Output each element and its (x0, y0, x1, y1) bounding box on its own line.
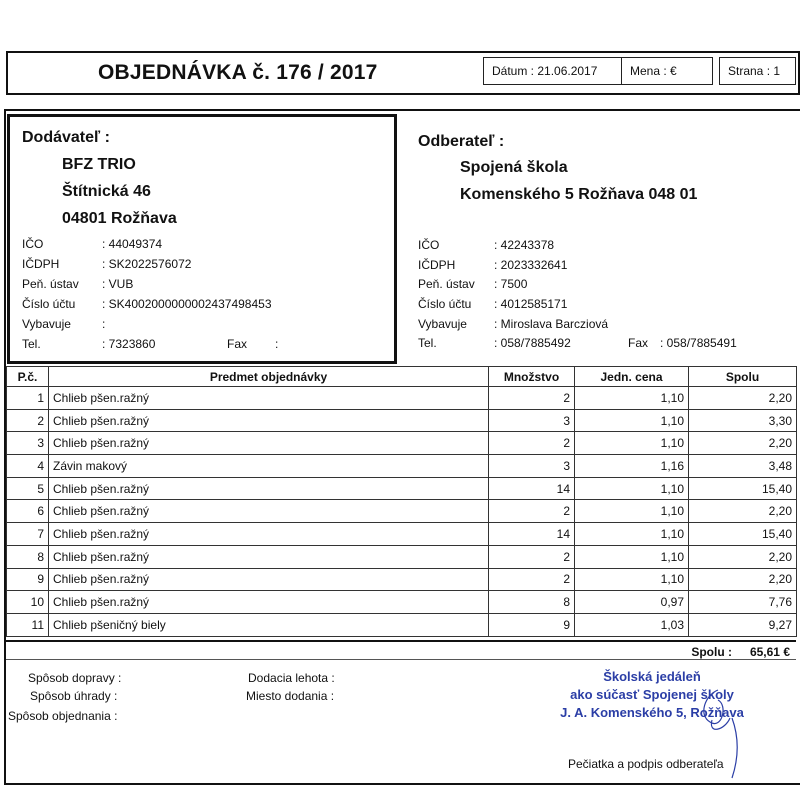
currency: Mena : € (621, 57, 713, 85)
row-item: Chlieb pšen.ražný (49, 387, 489, 410)
supplier-tel-label: Tel. (22, 337, 41, 351)
order-date: Dátum : 21.06.2017 (483, 57, 622, 85)
row-total: 15,40 (689, 477, 797, 500)
row-total: 2,20 (689, 545, 797, 568)
supplier-bank-value: : VUB (102, 277, 134, 291)
table-row (7, 545, 797, 568)
row-qty: 14 (489, 523, 575, 546)
customer-ico-label: IČO (418, 238, 440, 252)
col-header-no: P.č. (7, 367, 49, 387)
row-qty: 3 (489, 455, 575, 478)
order-items-table (6, 366, 797, 637)
supplier-handler-value: : (102, 317, 106, 331)
row-price: 1,16 (575, 455, 689, 478)
signature-label: Pečiatka a podpis odberateľa (568, 757, 724, 771)
row-total: 2,20 (689, 387, 797, 410)
customer-bank-value: : 7500 (494, 277, 528, 291)
supplier-city: 04801 Rožňava (62, 210, 177, 227)
customer-heading: Odberateľ : (418, 133, 505, 150)
row-no: 9 (7, 568, 49, 591)
row-item: Chlieb pšen.ražný (49, 523, 489, 546)
sum-row (6, 640, 796, 660)
supplier-account-value: : SK4002000000002437498453 (102, 297, 272, 311)
transport-method-label: Spôsob dopravy : (28, 671, 122, 685)
table-row (7, 591, 797, 614)
supplier-street: Štítnická 46 (62, 183, 151, 200)
customer-fax-label: Fax (628, 336, 649, 350)
customer-bank-label: Peň. ústav (418, 277, 475, 291)
row-no: 6 (7, 500, 49, 523)
row-price: 1,03 (575, 613, 689, 636)
row-price: 1,10 (575, 568, 689, 591)
row-total: 2,20 (689, 432, 797, 455)
table-row (7, 613, 797, 636)
table-header-row (7, 367, 797, 387)
supplier-bank-label: Peň. ústav (22, 277, 79, 291)
row-qty: 2 (489, 500, 575, 523)
supplier-handler-label: Vybavuje (22, 317, 71, 331)
row-total: 7,76 (689, 591, 797, 614)
row-no: 7 (7, 523, 49, 546)
supplier-icdph-label: IČDPH (22, 257, 60, 271)
supplier-name: BFZ TRIO (62, 156, 136, 173)
row-item: Chlieb pšen.ražný (49, 591, 489, 614)
row-total: 2,20 (689, 500, 797, 523)
customer-handler-label: Vybavuje (418, 317, 467, 331)
row-item: Chlieb pšen.ražný (49, 500, 489, 523)
customer-handler-value: : Miroslava Barcziová (494, 317, 609, 331)
row-no: 1 (7, 387, 49, 410)
table-row (7, 432, 797, 455)
supplier-icdph-value: : SK2022576072 (102, 257, 192, 271)
supplier-ico-value: : 44049374 (102, 237, 163, 251)
row-item: Chlieb pšen.ražný (49, 545, 489, 568)
row-qty: 3 (489, 409, 575, 432)
table-row (7, 500, 797, 523)
row-no: 10 (7, 591, 49, 614)
supplier-heading: Dodávateľ : (22, 129, 110, 146)
row-price: 1,10 (575, 477, 689, 500)
row-qty: 8 (489, 591, 575, 614)
row-price: 1,10 (575, 432, 689, 455)
row-total: 9,27 (689, 613, 797, 636)
customer-account-value: : 4012585171 (494, 297, 568, 311)
customer-fax-value: : 058/7885491 (660, 336, 737, 350)
row-qty: 14 (489, 477, 575, 500)
supplier-account-label: Číslo účtu (22, 297, 76, 311)
row-no: 3 (7, 432, 49, 455)
row-price: 0,97 (575, 591, 689, 614)
row-qty: 2 (489, 432, 575, 455)
customer-account-label: Číslo účtu (418, 297, 472, 311)
table-row (7, 477, 797, 500)
supplier-tel-value: : 7323860 (102, 337, 156, 351)
row-no: 5 (7, 477, 49, 500)
row-no: 2 (7, 409, 49, 432)
table-row (7, 455, 797, 478)
supplier-fax-label: Fax (227, 337, 248, 351)
table-row (7, 523, 797, 546)
row-item: Chlieb pšen.ražný (49, 477, 489, 500)
row-price: 1,10 (575, 387, 689, 410)
row-total: 2,20 (689, 568, 797, 591)
row-price: 1,10 (575, 545, 689, 568)
row-item: Chlieb pšen.ražný (49, 432, 489, 455)
col-header-qty: Množstvo (489, 367, 575, 387)
row-total: 3,48 (689, 455, 797, 478)
row-price: 1,10 (575, 523, 689, 546)
document-header (6, 51, 800, 95)
row-qty: 2 (489, 568, 575, 591)
stamp-line-3: J. A. Komenského 5, Rožňava (560, 705, 744, 720)
row-item: Chlieb pšen.ražný (49, 568, 489, 591)
sum-label: Spolu : (691, 645, 732, 659)
row-total: 3,30 (689, 409, 797, 432)
row-price: 1,10 (575, 500, 689, 523)
table-row (7, 409, 797, 432)
row-total: 15,40 (689, 523, 797, 546)
page-number: Strana : 1 (719, 57, 796, 85)
stamp-line-2: ako súčasť Spojenej školy (570, 687, 734, 702)
row-item: Chlieb pšeničný biely (49, 613, 489, 636)
row-qty: 2 (489, 387, 575, 410)
customer-address: Komenského 5 Rožňava 048 01 (460, 186, 698, 203)
table-row (7, 387, 797, 410)
supplier-fax-value: : (275, 337, 279, 351)
row-no: 11 (7, 613, 49, 636)
payment-method-label: Spôsob úhrady : (30, 689, 118, 703)
row-qty: 9 (489, 613, 575, 636)
row-item: Závin makový (49, 455, 489, 478)
delivery-place-label: Miesto dodania : (246, 689, 335, 703)
supplier-ico-label: IČO (22, 237, 44, 251)
row-item: Chlieb pšen.ražný (49, 409, 489, 432)
ordering-method-label: Spôsob objednania : (8, 709, 118, 723)
customer-name: Spojená škola (460, 159, 568, 176)
row-no: 8 (7, 545, 49, 568)
supplier-box (7, 114, 397, 364)
customer-tel-value: : 058/7885492 (494, 336, 571, 350)
sum-value: 65,61 € (749, 645, 790, 659)
order-title: OBJEDNÁVKA č. 176 / 2017 (98, 61, 378, 84)
customer-icdph-value: : 2023332641 (494, 258, 568, 272)
customer-icdph-label: IČDPH (418, 258, 456, 272)
col-header-item: Predmet objednávky (49, 367, 489, 387)
col-header-total: Spolu (689, 367, 797, 387)
row-qty: 2 (489, 545, 575, 568)
customer-tel-label: Tel. (418, 336, 437, 350)
row-price: 1,10 (575, 409, 689, 432)
customer-ico-value: : 42243378 (494, 238, 555, 252)
row-no: 4 (7, 455, 49, 478)
table-row (7, 568, 797, 591)
col-header-price: Jedn. cena (575, 367, 689, 387)
delivery-term-label: Dodacia lehota : (248, 671, 335, 685)
stamp-line-1: Školská jedáleň (603, 669, 701, 684)
